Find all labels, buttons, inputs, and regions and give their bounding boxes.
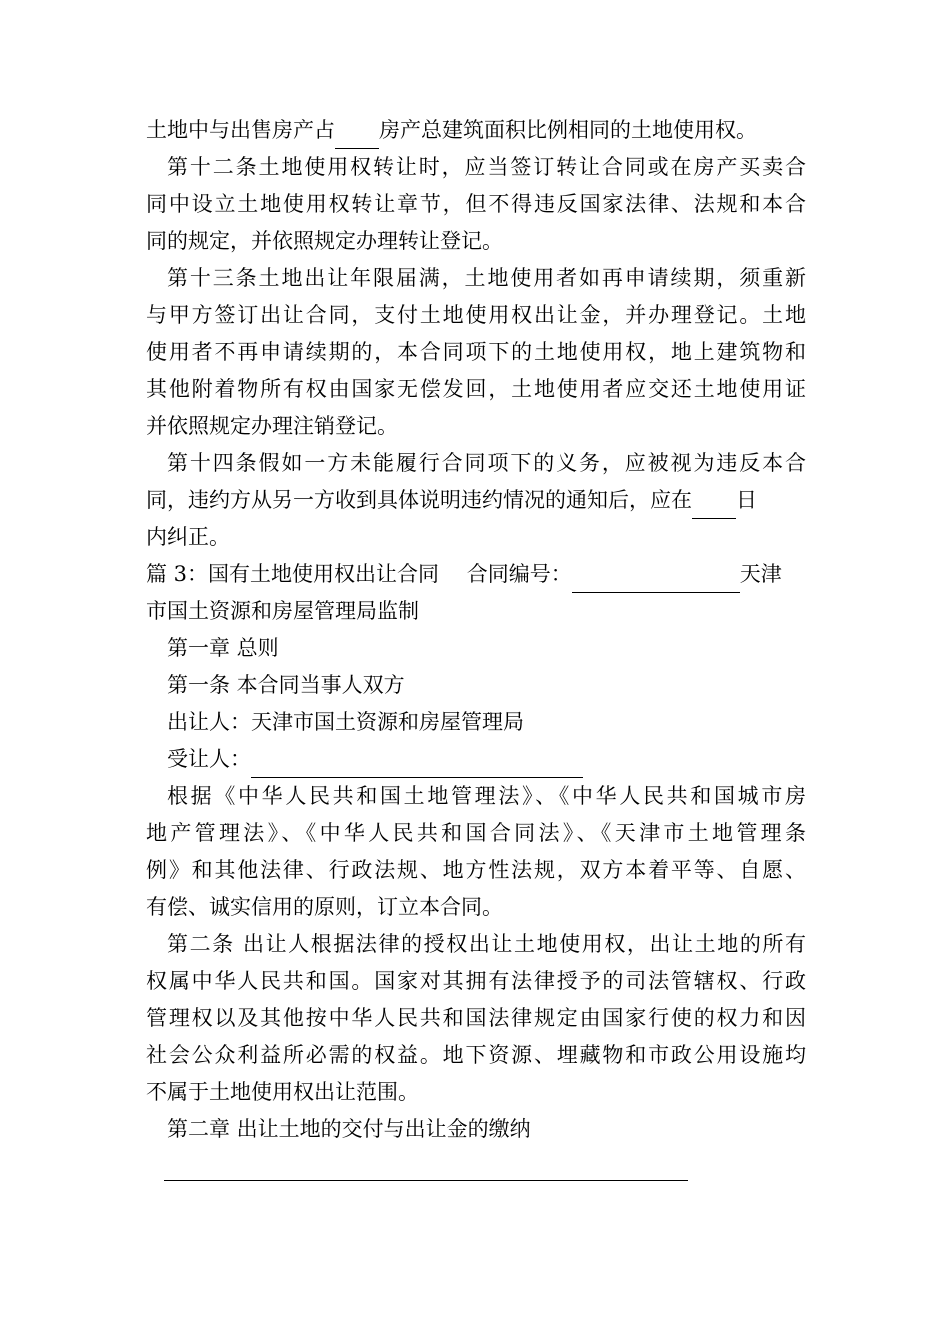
article-2-line: 第二条 出让人根据法律的授权出让土地使用权，出让土地的所有 [167,932,806,956]
basis-line: 根据《中华人民共和国土地管理法》、《中华人民共和国城市房 [167,784,806,808]
article-14-line [146,482,806,519]
contract-issuer: 市国土资源和房屋管理局监制 [146,599,419,623]
article-2-line: 管理权以及其他按中华人民共和国法律规定由国家行使的权力和因 [146,1006,806,1030]
document-body [146,112,806,1148]
article-14-line: 内纠正。 [146,525,230,549]
grantee-label: 受让人： [167,747,251,771]
article-12-line: 第十二条土地使用权转让时，应当签订转让合同或在房产买卖合 [167,155,806,179]
text-run: 同，违约方从另一方收到具体说明违约情况的通知后，应在 [146,488,692,512]
basis-line: 地产管理法》、《中华人民共和国合同法》、《天津市土地管理条 [146,821,806,845]
article-12-line: 同中设立土地使用权转让章节，但不得违反国家法律、法规和本合 [146,192,806,216]
article-2-line: 社会公众利益所必需的权益。地下资源、埋藏物和市政公用设施均 [146,1043,806,1067]
contract-number-blank [572,570,740,593]
article-13-line: 第十三条土地出让年限届满，土地使用者如再申请续期，须重新 [167,266,806,290]
grantee-line [146,741,806,778]
article-2-line: 不属于土地使用权出让范围。 [146,1080,419,1104]
contract-title: 篇 3：国有土地使用权出让合同 合同编号： [146,562,572,586]
fill-in-blank [692,496,736,519]
text-run: 房产总建筑面积比例相同的土地使用权。 [379,118,757,142]
contract-title-line [146,556,806,593]
article-12-line: 同的规定，并依照规定办理转让登记。 [146,229,503,253]
article-13-line: 其他附着物所有权由国家无偿发回，土地使用者应交还土地使用证 [146,377,806,401]
fill-in-blank [335,126,379,149]
article-13-line: 与甲方签订出让合同，支付土地使用权出让金，并办理登记。土地 [146,303,806,327]
text-run: 日 [736,488,757,512]
article-2-line: 权属中华人民共和国。国家对其拥有法律授予的司法管辖权、行政 [146,969,806,993]
text-run: 天津 [739,562,782,586]
paragraph-line [146,112,806,149]
horizontal-rule [164,1180,688,1181]
chapter-1-heading: 第一章 总则 [167,636,279,660]
article-13-line: 使用者不再申请续期的，本合同项下的土地使用权，地上建筑物和 [146,340,806,364]
chapter-2-heading: 第二章 出让土地的交付与出让金的缴纳 [167,1117,531,1141]
article-13-line: 并依照规定办理注销登记。 [146,414,398,438]
basis-line: 例》和其他法律、行政法规、地方性法规，双方本着平等、自愿、 [146,858,806,882]
basis-line: 有偿、诚实信用的原则，订立本合同。 [146,895,503,919]
article-14-line: 第十四条假如一方未能履行合同项下的义务，应被视为违反本合 [167,451,806,475]
text-run: 土地中与出售房产占 [146,118,335,142]
grantor-line: 出让人：天津市国土资源和房屋管理局 [167,710,524,734]
grantee-blank [251,755,583,778]
article-1: 第一条 本合同当事人双方 [167,673,405,697]
